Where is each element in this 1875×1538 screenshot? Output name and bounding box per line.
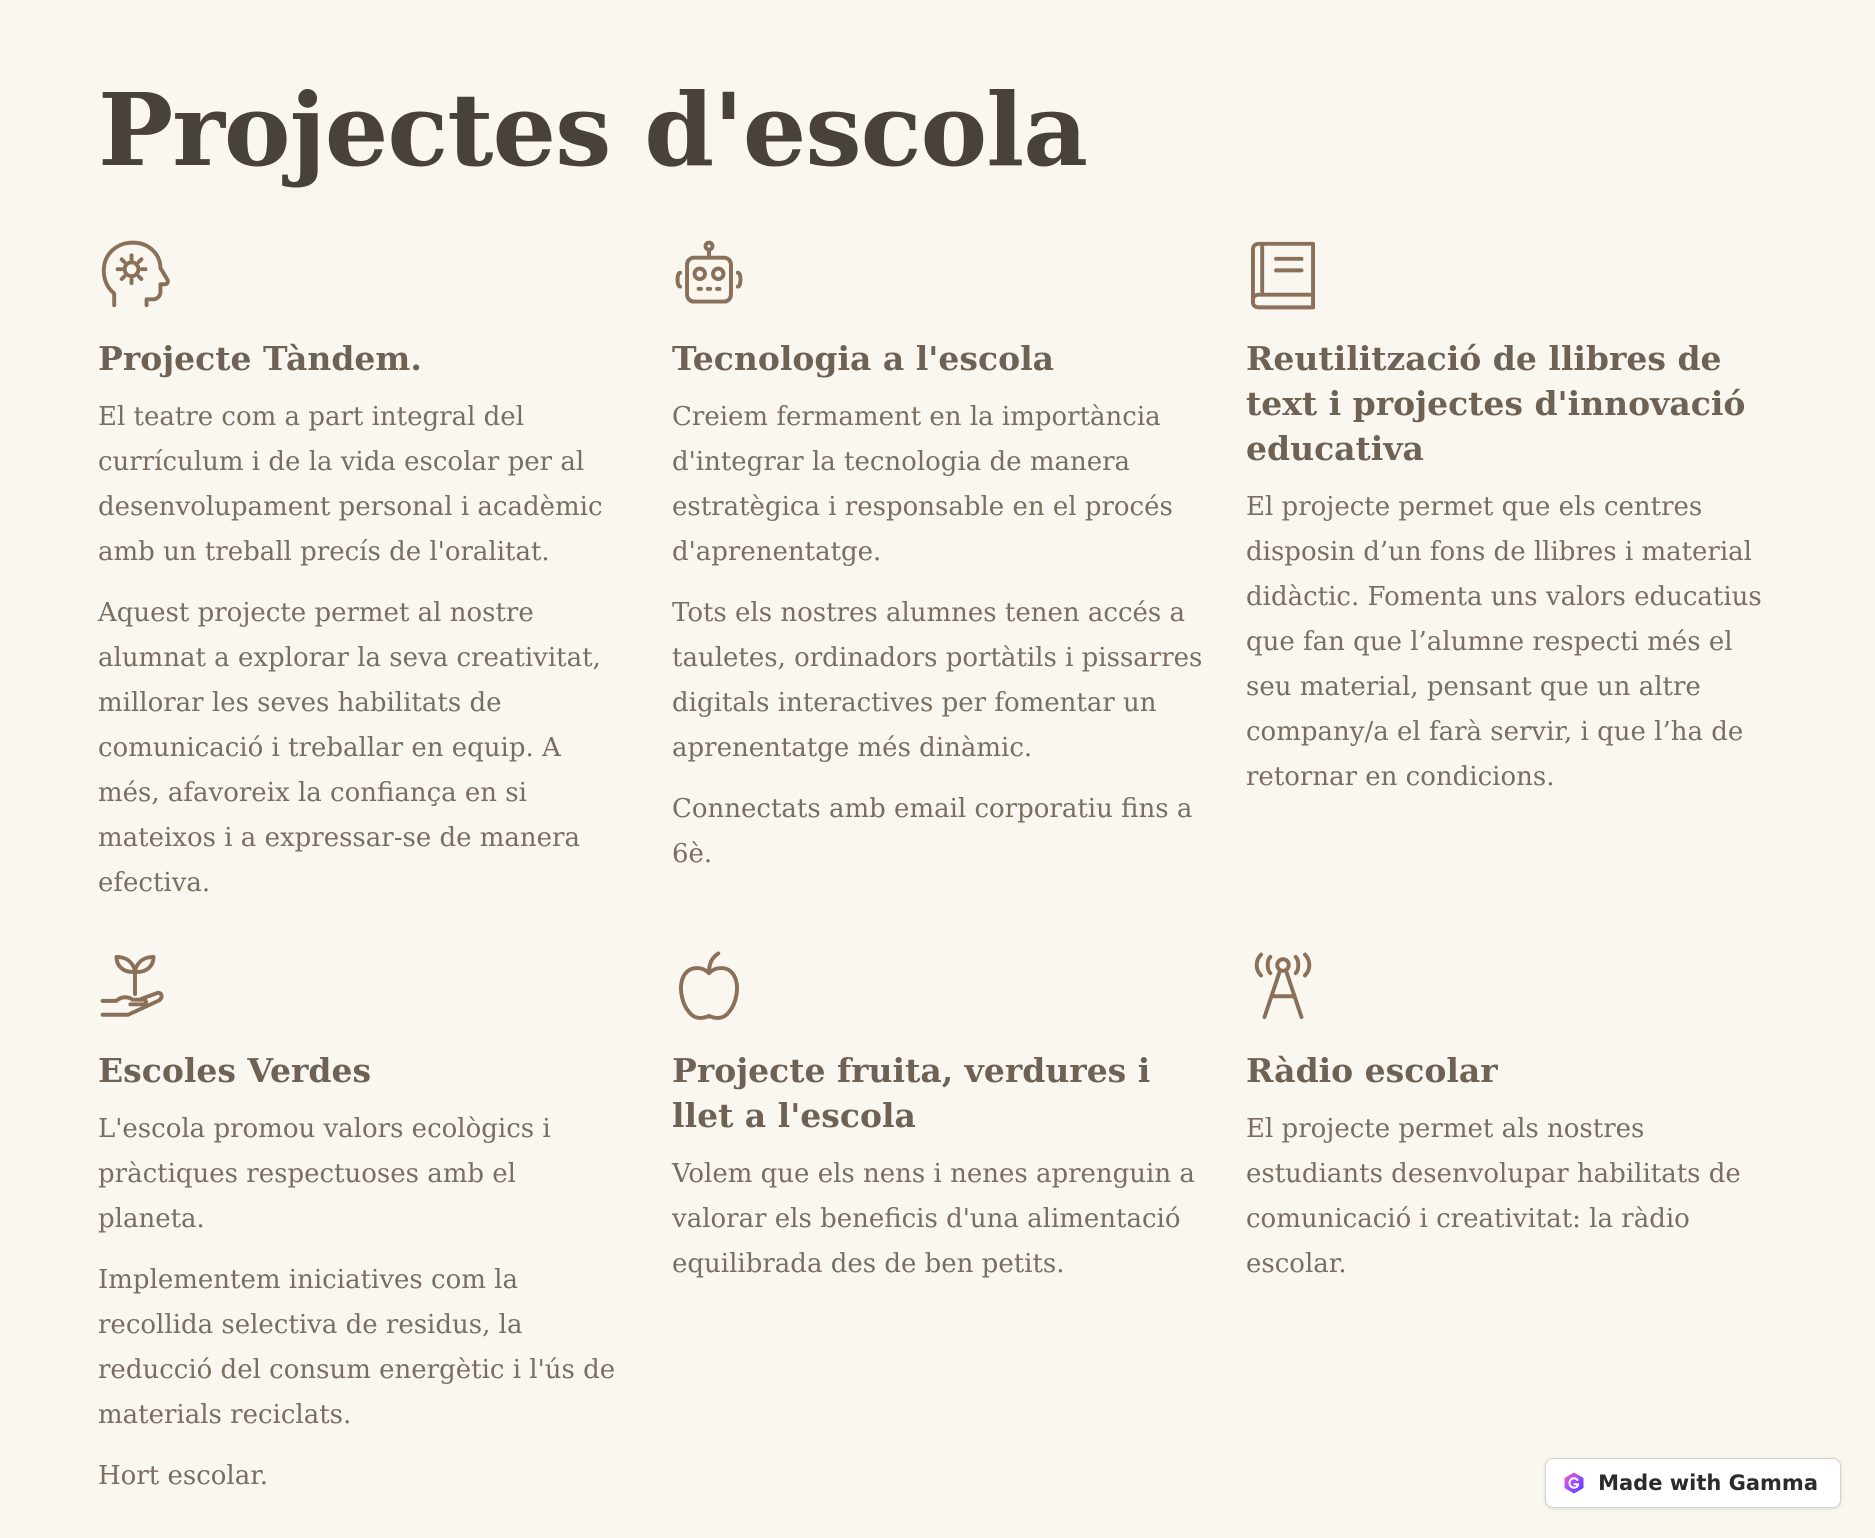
project-card-tecnologia (672, 238, 1212, 877)
card-title: Projecte fruita, verdures i llet a l'escola (672, 1051, 1151, 1135)
card-paragraph: Aquest projecte permet al nostre alumnat a explorar la seva creativitat, millorar les seves habilitats de comunicació i treballar en equip. A més, afavoreix la confiança en si mateixos i a expressar-se de manera efectiva. (98, 598, 601, 898)
project-card-escoles-verdes (98, 950, 628, 1499)
made-with-gamma-badge[interactable] (1545, 1458, 1841, 1508)
project-card-reutilitzacio (1246, 238, 1786, 800)
robot-icon (672, 238, 746, 312)
page-title: Projectes d'escola (98, 71, 1088, 189)
card-title: Projecte Tàndem. (98, 339, 422, 378)
radio-tower-icon (1246, 950, 1320, 1024)
card-title: Tecnologia a l'escola (672, 339, 1054, 378)
card-paragraph: Volem que els nens i nenes aprenguin a valorar els beneficis d'una alimentació equilibrada des de ben petits. (672, 1159, 1195, 1279)
badge-label: Made with Gamma (1598, 1471, 1818, 1495)
project-card-fruita (672, 950, 1202, 1287)
book-icon (1246, 238, 1320, 312)
card-title: Ràdio escolar (1246, 1051, 1498, 1090)
head-gear-icon (98, 238, 172, 312)
project-card-radio (1246, 950, 1776, 1287)
card-paragraph: Tots els nostres alumnes tenen accés a tauletes, ordinadors portàtils i pissarres digitals interactives per fomentar un aprenentatge més dinàmic. (672, 598, 1203, 763)
project-card-tandem (98, 238, 628, 906)
card-paragraph: Connectats amb email corporatiu fins a 6è. (672, 794, 1193, 869)
card-title: Reutilització de llibres de text i projectes d'innovació educativa (1246, 339, 1746, 468)
card-paragraph: L'escola promou valors ecològics i pràctiques respectuoses amb el planeta. (98, 1114, 551, 1234)
card-paragraph: El projecte permet als nostres estudiants desenvolupar habilitats de comunicació i creativitat: la ràdio escolar. (1246, 1114, 1741, 1279)
card-paragraph: Creiem fermament en la importància d'integrar la tecnologia de manera estratègica i responsable en el procés d'aprenentatge. (672, 402, 1173, 567)
hand-sprout-icon (98, 950, 172, 1024)
apple-icon (672, 950, 746, 1024)
card-paragraph: Hort escolar. (98, 1461, 269, 1491)
card-paragraph: El teatre com a part integral del currículum i de la vida escolar per al desenvolupament personal i acadèmic amb un treball precís de l'oralitat. (98, 402, 603, 567)
card-paragraph: El projecte permet que els centres disposin d’un fons de llibres i material didàctic. Fomenta uns valors educatius que fan que l’alumne respecti més el seu material, pensant que un altre company/a el farà servir, i que l’ha de retornar en condicions. (1246, 492, 1762, 792)
card-title: Escoles Verdes (98, 1051, 372, 1090)
gamma-logo-icon (1562, 1471, 1586, 1495)
card-paragraph: Implementem iniciatives com la recollida selectiva de residus, la reducció del consum energètic i l'ús de materials reciclats. (98, 1265, 616, 1430)
